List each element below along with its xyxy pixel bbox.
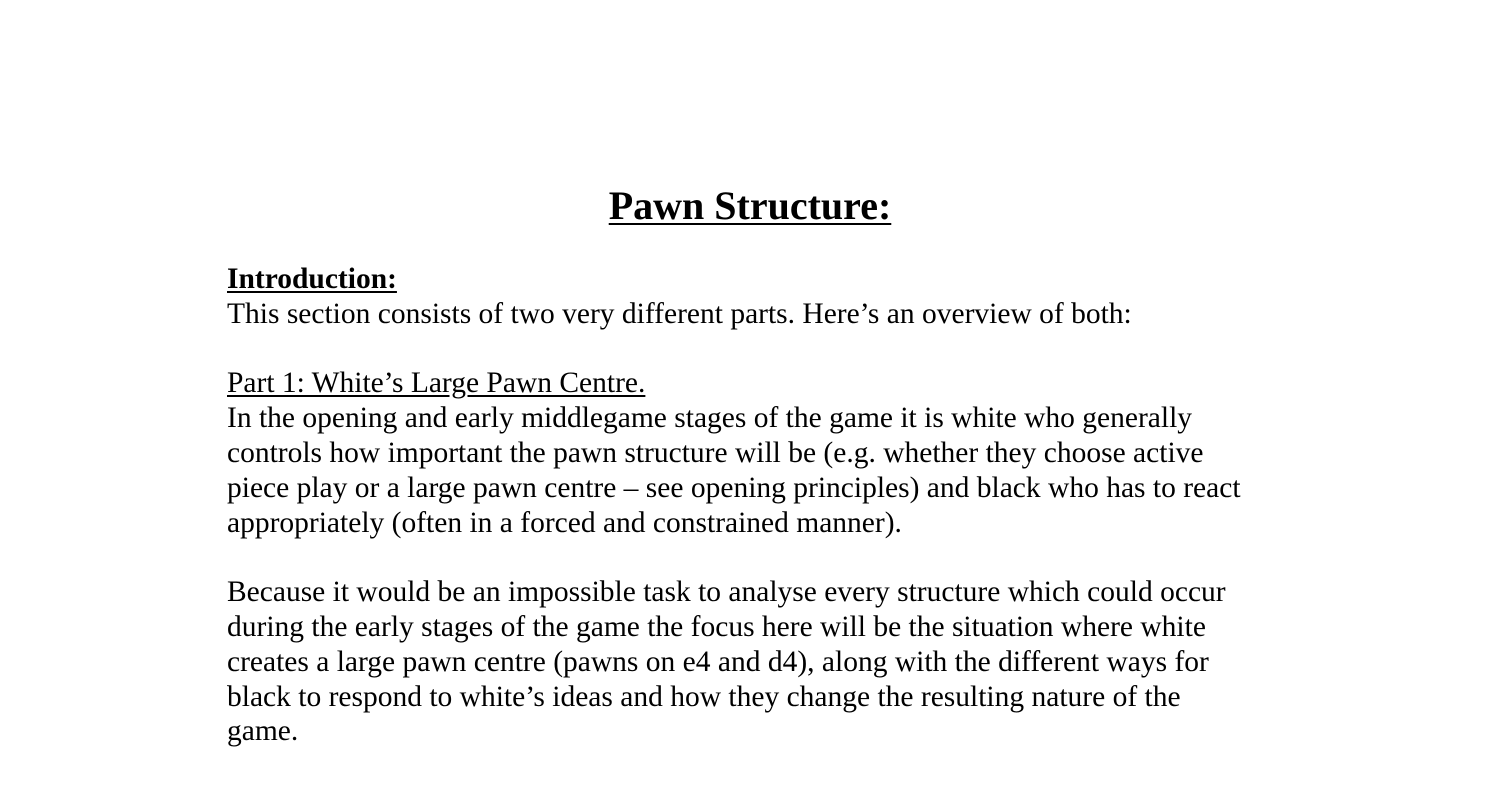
- paragraph-2: [227, 575, 1307, 749]
- paragraph-2-line: creates a large pawn centre (pawns on e4 and d4), along with the different ways for: [227, 645, 1209, 678]
- intro-text: This section consists of two very different parts. Here’s an overview of both:: [227, 297, 1132, 330]
- paragraph-spacer: [227, 540, 1307, 575]
- paragraph-2-line: black to respond to white’s ideas and how they change the resulting nature of the: [227, 680, 1181, 713]
- intro-heading: Introduction:: [227, 263, 397, 295]
- part1-heading: Part 1: White’s Large Pawn Centre.: [227, 367, 646, 400]
- paragraph-1-line: piece play or a large pawn centre – see opening principles) and black who has to react: [227, 471, 1241, 504]
- paragraph-1-line: appropriately (often in a forced and constrained manner).: [227, 506, 902, 539]
- page-title: [0, 183, 1500, 229]
- paragraph-2-line: during the early stages of the game the focus here will be the situation where white: [227, 610, 1206, 643]
- page-title-text: Pawn Structure:: [608, 183, 892, 228]
- document-body: [227, 262, 1307, 749]
- paragraph-1-line: In the opening and early middlegame stages of the game it is white who generally: [227, 402, 1193, 435]
- paragraph-1: [227, 401, 1307, 540]
- paragraph-1-line: controls how important the pawn structure will be (e.g. whether they choose active: [227, 436, 1204, 469]
- paragraph-2-line: game.: [227, 715, 299, 748]
- paragraph-spacer: [227, 332, 1307, 367]
- paragraph-2-line: Because it would be an impossible task to analyse every structure which could occur: [227, 576, 1226, 609]
